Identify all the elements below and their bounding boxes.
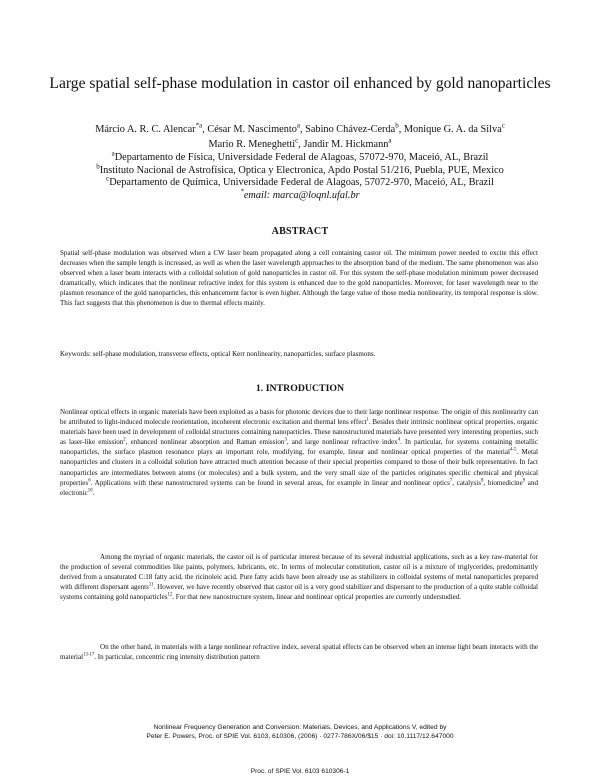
citation-marker: 2 [123,437,126,443]
author-list [0,122,600,152]
author-name: Monique G. A. da Silva [403,124,502,135]
affiliation-b: $^b$Instituto Nacional de Astrofísica, Optica y Electronica, Apdo Postal 51/216, Puebla, PUE, Mexico [96,162,504,176]
page-number: Proc. of SPIE Vol. 6103 610306-1 [250,768,350,775]
affiliations [0,149,600,202]
citation-marker: 1 [366,417,369,423]
introduction-paragraph-2: Among the myriad of organic materials, the castor oil is of particular interest because of its several industrial applications, such as a key raw-material for the production of several commodities like paints, polymers, lubricants, etc. In terms of molecular constitution, castor oil is a mixture of triglycerides, predominantly derived from a unsaturated C:18 fatty acid, the ricinoleic acid. Pure fatty acids have been already use as stabilizers in colloidal systems of metal nanoparticles prepared with different dispersant agents$^{11}$. However, we have recently observed that castor oil is a very good stabilizer and dispersant to the production of a quite stable colloidal systems containing gold nanoparticles$^{12}$. For that new nanostructure system, linear and nonlinear optical properties are currently understudied. [60,553,538,602]
affiliation-c: $^c$Departamento de Química, Universidade Federal de Alagoas, 57072-970, Maceió, AL, Brazil [106,174,494,189]
abstract-heading: ABSTRACT [271,226,329,237]
introduction-paragraph-3: On the other hand, in materials with a large nonlinear refractive index, several spatial effects can be observed when an intense light beam interacts with the material$^{13-17}$. In particular, concentric ring intensity distribution pattern [60,643,538,662]
author-name: Márcio A. R. C. Alencar [95,124,196,135]
corresponding-email: *email: marca@loqnl.ufal.br [240,187,360,201]
footer-line-1: Nonlinear Frequency Generation and Conversion: Materials, Devices, and Applications V, edited by [153,724,447,731]
citation-marker: 3 [284,437,287,443]
citation-marker: 9 [522,478,526,484]
citation-marker: 13-17 [83,652,95,658]
author-name: Jandir M. Hickmann [303,139,389,151]
abstract-text: Spatial self-phase modulation was observed when a CW laser beam propagated along a cell containing castor oil. The minimum power needed to excite this effect decreases when the sample length is increased, as well as when the laser wavelength approaches to the absorption band of the medium. The same phenomenon was also observed when a laser beam interacts with a colloidal solution of gold nanoparticles in castor oil. For this system the self-phase modulation minimum power decreased dramatically, which indicates that the nonlinear refractive index for this system is enhanced due to the gold nanoparticles. Moreover, for laser wavelength near to the plasmon resonance of the gold nanoparticles, this enhancement factor is even higher. Although the large value of those media nonlinearity, its temporal response is slow. This fact suggests that this phenomenon is due to thermal effects mainly. [60,249,538,308]
author-name: Sabino Chávez-Cerda [305,124,396,135]
citation-marker: 11 [148,582,154,588]
citation-marker: 8 [481,478,484,484]
author-affiliation-marker: a [296,121,300,130]
author-affiliation-marker: c [295,136,299,145]
citation-marker: 7 [449,478,453,484]
author-name: César M. Nascimento [207,124,297,135]
citation-marker: 12 [167,593,173,599]
author-line-1: Márcio A. R. C. Alencar$^{*a}$, César M. Nascimento$^a$, Sabino Chávez-Cerda$^b$, Monique G. A. da Silva$^c$ [95,121,505,135]
keywords: Keywords: self-phase modulation, transverse effects, optical Kerr nonlinearity, nanoparticles, surface plasmons. [60,350,376,358]
author-affiliation-marker: b [395,121,399,130]
author-line-2: Mario R. Meneghetti$^c$, Jandir M. Hickmann$^a$ [208,136,392,151]
citation-marker: 4-5 [509,448,517,454]
citation-marker: 10 [87,488,93,494]
paper-title: Large spatial self-phase modulation in castor oil enhanced by gold nanoparticles [49,75,551,92]
author-affiliation-marker: c [501,121,505,130]
author-affiliation-marker: a [388,136,392,145]
affiliation-a: $^a$Departamento de Física, Universidade Federal de Alagoas, 57072-970, Maceió, AL, Brazil [111,149,489,163]
footer-citation [0,724,600,742]
introduction-paragraph-1: Nonlinear optical effects in organic materials have been exploited as a basis for photonic devices due to their large nonlinear response. The origin of this nonlinearity can be attributed to light-induced molecule reorientation, incoherent electronic excitation and thermal lens effect$^1$. Besides their intrinsic nonlinear optical properties, organic materials have been used in development of colloidal structures containing nanoparticles. These nanostructured materials have presented very interesting properties, such as laser-like emission$^2$, enhanced nonlinear absorption and Raman emission$^3$, and large nonlinear refractive index$^4$. In particular, for systems containing metallic nanoparticles, the surface plasmon resonance plays an important role, modifying, for example, linear and nonlinear optical properties of the material$^{4-5}$. Metal nanoparticles and clusters in a colloidal solution have attracted much attention because of their special properties compared to those of their bulk representative. In fact nanoparticles are intermediates between atoms (or molecules) and a bulk system, and the very small size of the particles originates specific chemical and physical properties$^6$. Applications with these nanostructured systems can be found in several areas, for example in linear and nonlinear optics$^7$, catalysis$^8$, biomedicine$^9$ and electronic$^{10}$. [60,408,538,497]
section-heading-introduction: 1. INTRODUCTION [255,383,345,394]
citation-marker: 6 [88,478,91,484]
footer-line-2: Peter E. Powers, Proc. of SPIE Vol. 6103, 610306, (2006) · 0277-786X/06/$15 · doi: 10.1117/12.647000 [146,732,454,740]
author-name: Mario R. Meneghetti [208,139,296,151]
author-affiliation-marker: *a [195,121,203,130]
citation-marker: 4 [397,437,401,443]
